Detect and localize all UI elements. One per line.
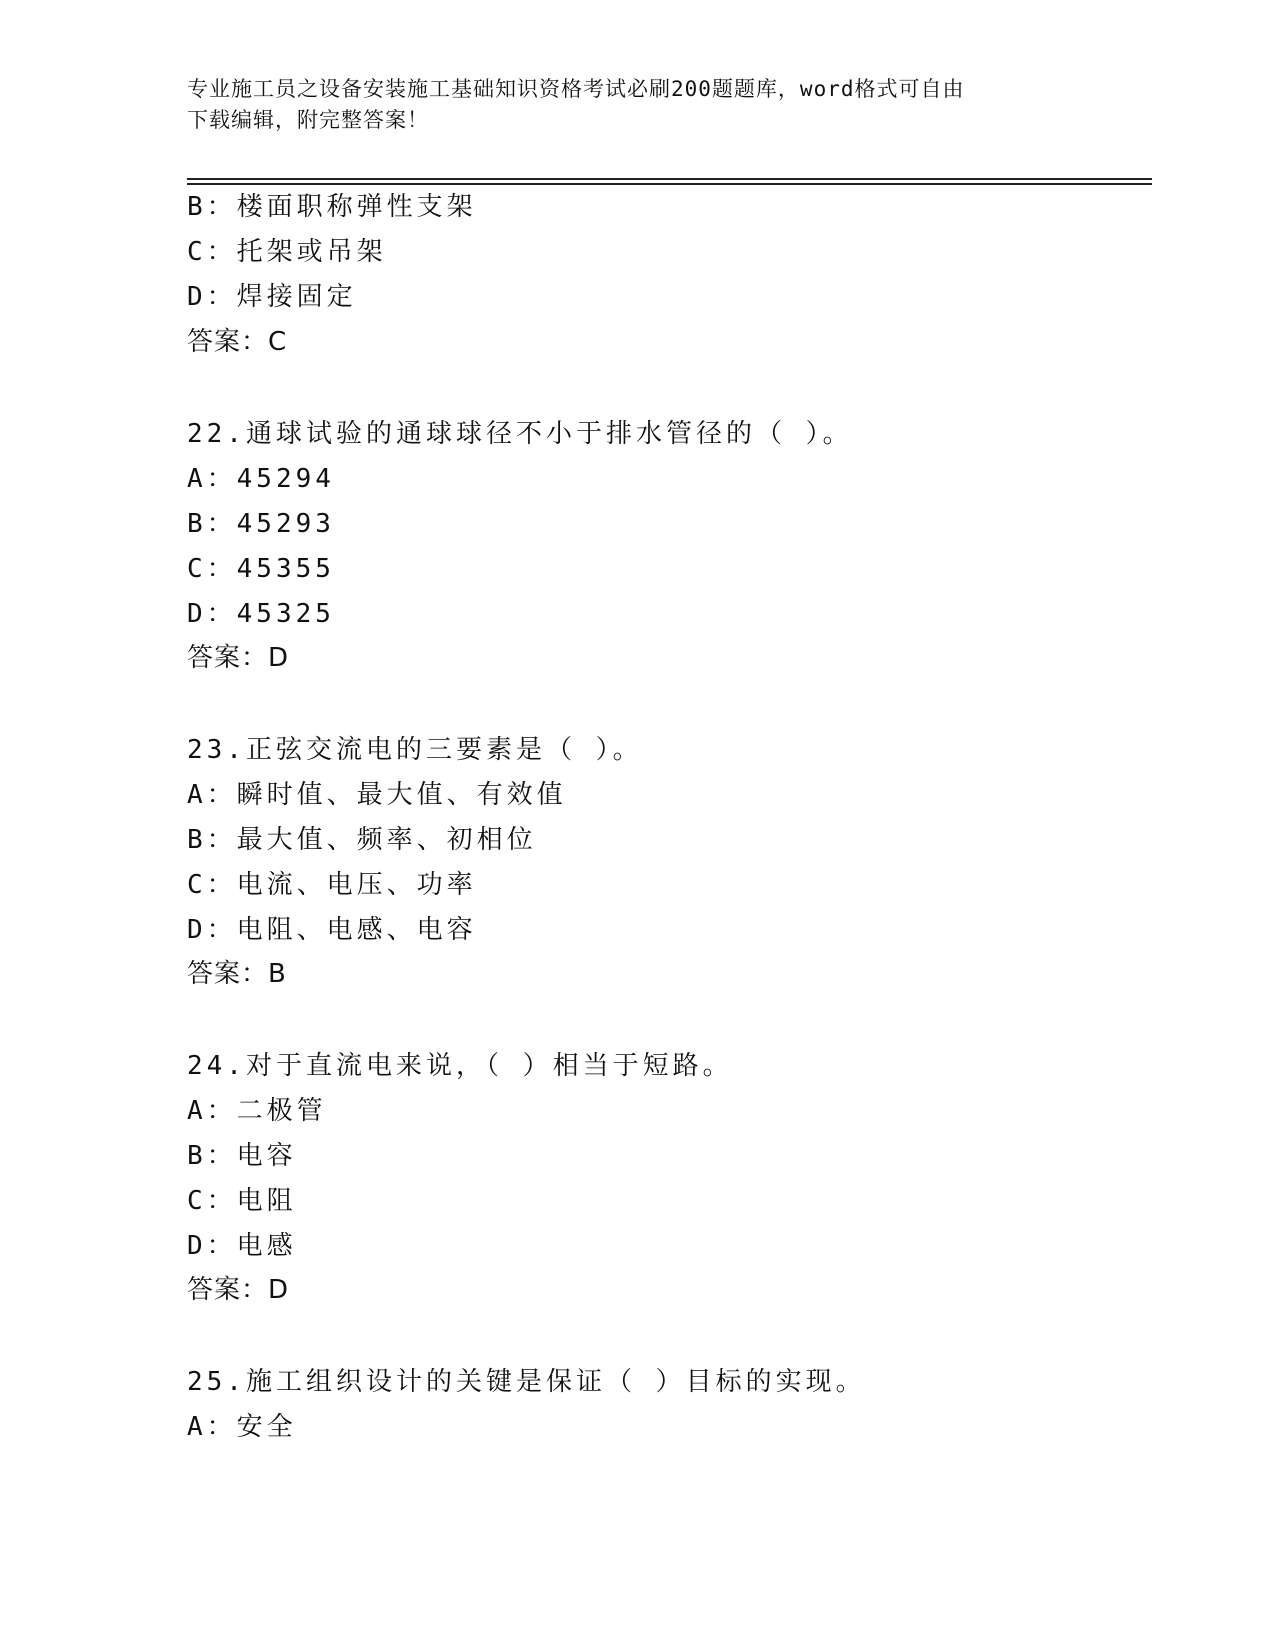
- option-24-d: D：电感: [187, 1231, 297, 1261]
- option-24-a: A：二极管: [187, 1096, 327, 1126]
- header-line-2: 下载编辑，附完整答案！: [187, 108, 429, 132]
- answer-23: 答案：B: [187, 959, 287, 989]
- option-23-a: A：瞬时值、最大值、有效值: [187, 780, 567, 810]
- option-23-c: C：电流、电压、功率: [187, 870, 477, 900]
- header-divider-top: [187, 178, 1152, 180]
- answer-22: 答案：D: [187, 643, 290, 673]
- header-line-1: 专业施工员之设备安装施工基础知识资格考试必刷200题题库，word格式可自由: [187, 77, 965, 101]
- option-22-c: C：45355: [187, 554, 335, 584]
- option-21-d: D：焊接固定: [187, 282, 357, 312]
- question-24: 24.对于直流电来说，（ ）相当于短路。: [187, 1051, 733, 1081]
- option-25-a: A：安全: [187, 1412, 297, 1442]
- answer-21: 答案：C: [187, 327, 288, 357]
- option-21-c: C：托架或吊架: [187, 237, 387, 267]
- option-21-b: B：楼面职称弹性支架: [187, 192, 477, 222]
- option-23-b: B：最大值、频率、初相位: [187, 825, 537, 855]
- question-25: 25.施工组织设计的关键是保证（ ）目标的实现。: [187, 1367, 866, 1397]
- option-24-b: B：电容: [187, 1141, 297, 1171]
- option-24-c: C：电阻: [187, 1186, 297, 1216]
- option-22-b: B：45293: [187, 509, 335, 539]
- header-divider-bottom: [187, 183, 1152, 185]
- option-22-d: D：45325: [187, 599, 335, 629]
- answer-24: 答案：D: [187, 1275, 290, 1305]
- question-22: 22.通球试验的通球球径不小于排水管径的（ ）。: [187, 419, 853, 449]
- document-header: [187, 74, 1087, 136]
- question-23: 23.正弦交流电的三要素是（ ）。: [187, 735, 643, 765]
- option-22-a: A：45294: [187, 464, 335, 494]
- option-23-d: D：电阻、电感、电容: [187, 915, 477, 945]
